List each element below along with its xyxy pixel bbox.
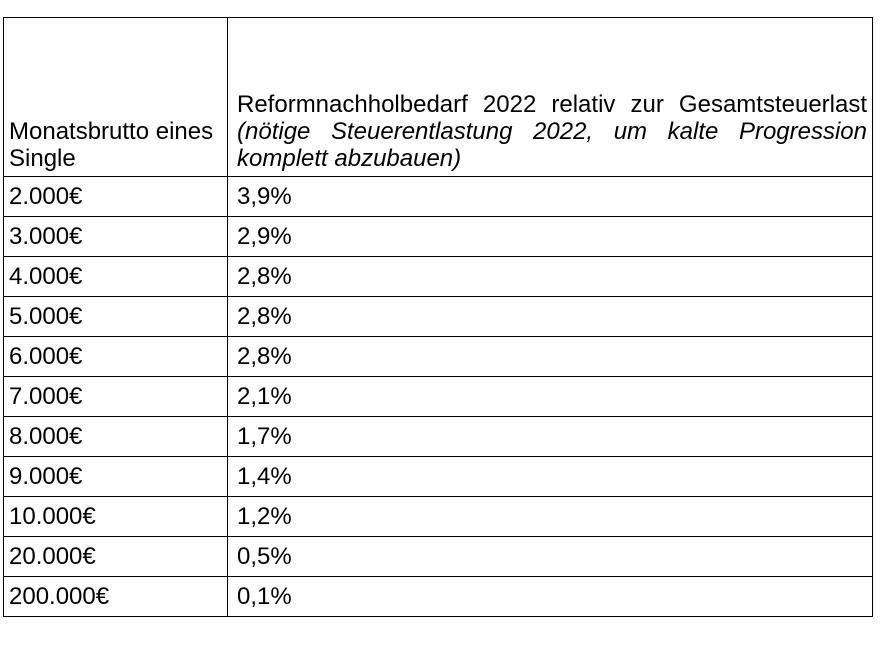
- table-row: [4, 297, 873, 337]
- tax-table: [3, 17, 873, 617]
- header-income: Monatsbrutto eines Single: [4, 18, 228, 177]
- table-row: [4, 177, 873, 217]
- table-row: [4, 257, 873, 297]
- income-cell: 20.000€: [4, 537, 228, 577]
- value-cell: 0,1%: [228, 577, 873, 617]
- income-cell: 7.000€: [4, 377, 228, 417]
- income-cell: 4.000€: [4, 257, 228, 297]
- table-row: [4, 537, 873, 577]
- value-cell: 1,7%: [228, 417, 873, 457]
- value-cell: 2,1%: [228, 377, 873, 417]
- table-row: [4, 377, 873, 417]
- income-cell: 10.000€: [4, 497, 228, 537]
- value-cell: 2,8%: [228, 297, 873, 337]
- income-cell: 5.000€: [4, 297, 228, 337]
- table-row: [4, 417, 873, 457]
- value-cell: 3,9%: [228, 177, 873, 217]
- header-reform-need-note: (nötige Steuerentlastung 2022, um kalte Progression komplett abzubauen): [237, 118, 867, 172]
- table-row: [4, 337, 873, 377]
- income-cell: 200.000€: [4, 577, 228, 617]
- income-cell: 3.000€: [4, 217, 228, 257]
- header-reform-need-main: Reformnachholbedarf 2022 relativ zur Gesamtsteuerlast: [237, 91, 867, 118]
- value-cell: 2,8%: [228, 337, 873, 377]
- income-cell: 2.000€: [4, 177, 228, 217]
- table-row: [4, 497, 873, 537]
- table-row: [4, 577, 873, 617]
- value-cell: 2,8%: [228, 257, 873, 297]
- income-cell: 8.000€: [4, 417, 228, 457]
- table-row: [4, 217, 873, 257]
- income-cell: 9.000€: [4, 457, 228, 497]
- value-cell: 1,4%: [228, 457, 873, 497]
- table-row: [4, 457, 873, 497]
- value-cell: 0,5%: [228, 537, 873, 577]
- value-cell: 1,2%: [228, 497, 873, 537]
- value-cell: 2,9%: [228, 217, 873, 257]
- income-cell: 6.000€: [4, 337, 228, 377]
- header-reform-need: [228, 18, 873, 177]
- table-header-row: [4, 18, 873, 177]
